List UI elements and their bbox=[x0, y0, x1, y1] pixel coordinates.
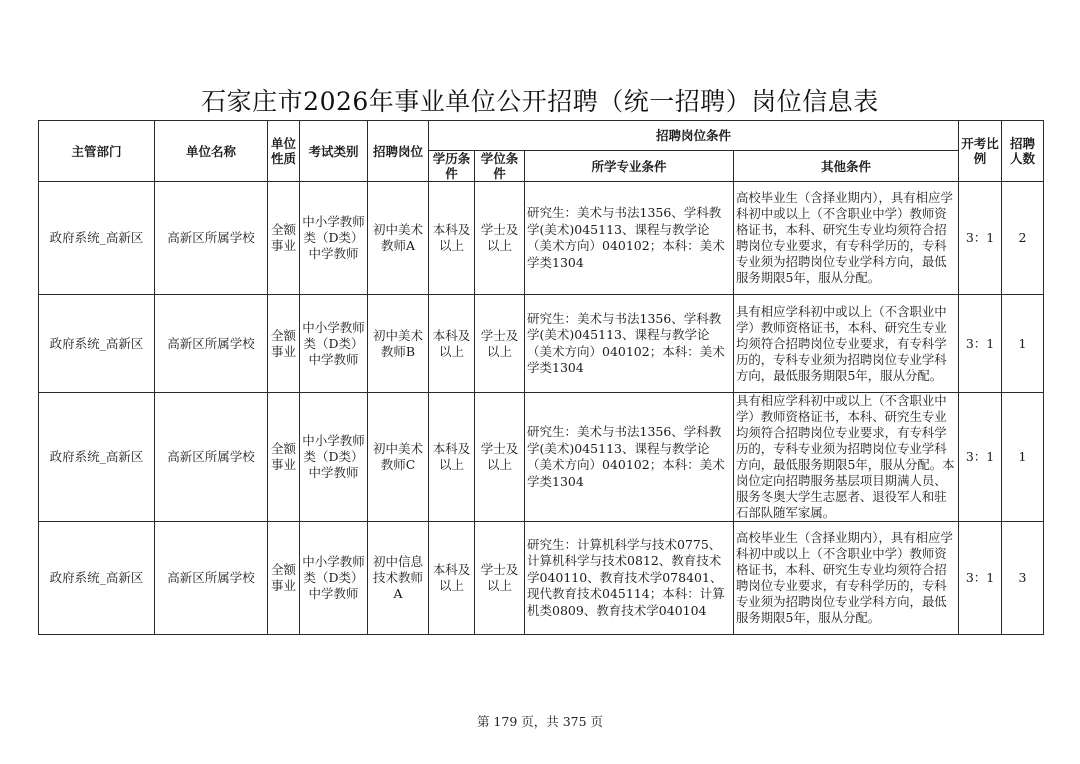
header-unit: 单位名称 bbox=[155, 121, 268, 182]
cell-dept: 政府系统_高新区 bbox=[39, 295, 155, 393]
header-conditions: 招聘岗位条件 bbox=[429, 121, 959, 151]
cell-ratio: 3：1 bbox=[959, 295, 1002, 393]
cell-nature: 全额事业 bbox=[268, 182, 300, 295]
cell-count: 1 bbox=[1002, 295, 1044, 393]
cell-dept: 政府系统_高新区 bbox=[39, 182, 155, 295]
cell-degree: 学士及以上 bbox=[475, 393, 525, 522]
cell-degree: 学士及以上 bbox=[475, 295, 525, 393]
cell-ratio: 3：1 bbox=[959, 182, 1002, 295]
cell-exam: 中小学教师类（D类）中学教师 bbox=[300, 182, 368, 295]
cell-major: 研究生：计算机科学与技术0775、计算机科学与技术0812、教育技术学040110、教育技术学078401、现代教育技术045114；本科：计算机类0809、教育技术学040104 bbox=[525, 522, 734, 635]
cell-exam: 中小学教师类（D类）中学教师 bbox=[300, 393, 368, 522]
cell-ratio: 3：1 bbox=[959, 393, 1002, 522]
header-exam: 考试类别 bbox=[300, 121, 368, 182]
cell-post: 初中美术教师C bbox=[368, 393, 429, 522]
cell-post: 初中美术教师B bbox=[368, 295, 429, 393]
table-row bbox=[39, 522, 1044, 635]
cell-unit: 高新区所属学校 bbox=[155, 522, 268, 635]
cell-major: 研究生：美术与书法1356、学科教学(美术)045113、课程与教学论（美术方向）040102；本科：美术学类1304 bbox=[525, 295, 734, 393]
cell-count: 3 bbox=[1002, 522, 1044, 635]
cell-edu: 本科及以上 bbox=[429, 182, 475, 295]
cell-degree: 学士及以上 bbox=[475, 522, 525, 635]
job-table bbox=[38, 120, 1044, 635]
table-row bbox=[39, 393, 1044, 522]
cell-major: 研究生：美术与书法1356、学科教学(美术)045113、课程与教学论（美术方向）040102；本科：美术学类1304 bbox=[525, 182, 734, 295]
cell-major: 研究生：美术与书法1356、学科教学(美术)045113、课程与教学论（美术方向）040102；本科：美术学类1304 bbox=[525, 393, 734, 522]
cell-nature: 全额事业 bbox=[268, 393, 300, 522]
header-post: 招聘岗位 bbox=[368, 121, 429, 182]
table-row bbox=[39, 295, 1044, 393]
cell-dept: 政府系统_高新区 bbox=[39, 393, 155, 522]
page-number: 第 179 页，共 375 页 bbox=[476, 714, 604, 729]
cell-other: 高校毕业生（含择业期内），具有相应学科初中或以上（不含职业中学）教师资格证书，本科、研究生专业均须符合招聘岗位专业要求，有专科学历的，专科专业须为招聘岗位专业学科方向，最低服务期限5年，服从分配。 bbox=[734, 522, 959, 635]
cell-edu: 本科及以上 bbox=[429, 393, 475, 522]
cell-edu: 本科及以上 bbox=[429, 522, 475, 635]
header-count: 招聘人数 bbox=[1002, 121, 1044, 182]
cell-unit: 高新区所属学校 bbox=[155, 393, 268, 522]
cell-other: 具有相应学科初中或以上（不含职业中学）教师资格证书，本科、研究生专业均须符合招聘岗位专业要求，有专科学历的，专科专业须为招聘岗位专业学科方向，最低服务期限5年，服从分配。 bbox=[734, 295, 959, 393]
cell-degree: 学士及以上 bbox=[475, 182, 525, 295]
header-other: 其他条件 bbox=[734, 151, 959, 182]
cell-other: 具有相应学科初中或以上（不含职业中学）教师资格证书，本科、研究生专业均须符合招聘岗位专业要求，有专科学历的，专科专业须为招聘岗位专业学科方向，最低服务期限5年，服从分配。本岗位定向招聘服务基层项目期满人员、服务冬奥大学生志愿者、退役军人和驻石部队随军家属。 bbox=[734, 393, 959, 522]
cell-count: 2 bbox=[1002, 182, 1044, 295]
header-nature: 单位性质 bbox=[268, 121, 300, 182]
cell-ratio: 3：1 bbox=[959, 522, 1002, 635]
cell-post: 初中美术教师A bbox=[368, 182, 429, 295]
cell-exam: 中小学教师类（D类）中学教师 bbox=[300, 522, 368, 635]
table-row bbox=[39, 182, 1044, 295]
cell-post: 初中信息技术教师A bbox=[368, 522, 429, 635]
header-dept: 主管部门 bbox=[39, 121, 155, 182]
header-major: 所学专业条件 bbox=[525, 151, 734, 182]
cell-edu: 本科及以上 bbox=[429, 295, 475, 393]
header-ratio: 开考比例 bbox=[959, 121, 1002, 182]
header-degree: 学位条件 bbox=[475, 151, 525, 182]
page-title: 石家庄市2026年事业单位公开招聘（统一招聘）岗位信息表 bbox=[201, 87, 879, 116]
cell-exam: 中小学教师类（D类）中学教师 bbox=[300, 295, 368, 393]
cell-nature: 全额事业 bbox=[268, 522, 300, 635]
cell-unit: 高新区所属学校 bbox=[155, 295, 268, 393]
cell-dept: 政府系统_高新区 bbox=[39, 522, 155, 635]
cell-unit: 高新区所属学校 bbox=[155, 182, 268, 295]
cell-count: 1 bbox=[1002, 393, 1044, 522]
cell-nature: 全额事业 bbox=[268, 295, 300, 393]
cell-other: 高校毕业生（含择业期内），具有相应学科初中或以上（不含职业中学）教师资格证书，本科、研究生专业均须符合招聘岗位专业要求，有专科学历的，专科专业须为招聘岗位专业学科方向，最低服务期限5年，服从分配。 bbox=[734, 182, 959, 295]
header-edu: 学历条件 bbox=[429, 151, 475, 182]
